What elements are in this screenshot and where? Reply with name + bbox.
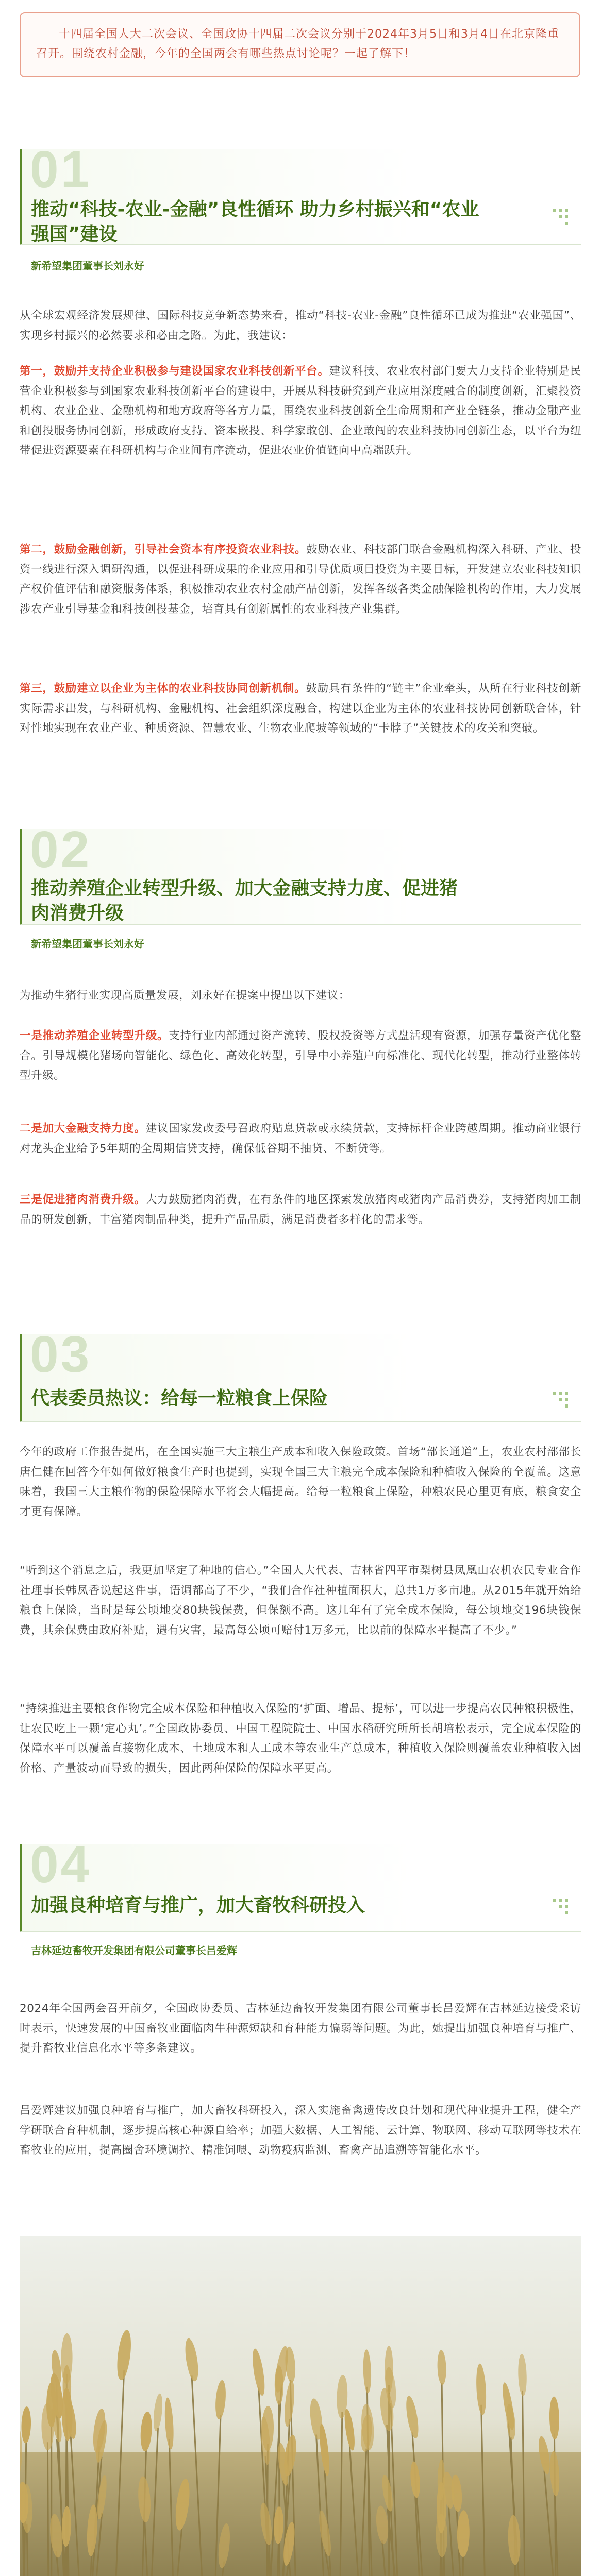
section-04-banner <box>20 1844 581 1932</box>
section-04-para-1: 2024年全国两会召开前夕，全国政协委员、吉林延边畜牧开发集团有限公司董事长吕爱辉在吉林延边接受采访时表示，快速发展的中国畜牧业面临肉牛种源短缺和育种能力偏弱等问题。为此，她提出加强良种培育与推广、提升畜牧业信息化水平等多条建议。 <box>20 2002 581 2055</box>
section-04-title: 加强良种培育与推广，加大畜牧科研投入 <box>31 1895 365 1916</box>
wheat-stalk <box>47 2442 48 2576</box>
section-03-number: 03 <box>30 1326 92 1383</box>
section-02-title-line2: 肉消费升级 <box>31 903 124 924</box>
section-01-title-line1: 推动“科技-农业-金融”良性循环 助力乡村振兴和“农业 <box>31 199 479 220</box>
section-03-para-2: “听到这个消息之后，我更加坚定了种地的信心。”全国人大代表、吉林省四平市梨树县凤凰山农机农民专业合作社理事长韩凤香说起这件事，语调都高了不少，“我们合作社种植面积大，总共1万多亩地。从2015年就开始给粮食上保险，当时是每公顷地交80块钱保费，但保额不高。这几年有了完全成本保险，每公顷地交196块钱保费，其余保费由政府补贴，遇有灾害，最高每公顷可赔付1万多元，比以前的保障水平提高了不少。” <box>20 1564 581 1637</box>
section-03-para-3: “持续推进主要粮食作物完全成本保险和种植收入保险的‘扩面、增品、提标’，可以进一步提高农民种粮积极性，让农民吃上一颗‘定心丸’。”全国政协委员、中国工程院院士、中国水稻研究所所长胡培松表示，完全成本保险的保障水平可以覆盖直接物化成本、土地成本和人工成本等农业生产总成本，种植收入保险则覆盖农业种植收入因价格、产量波动而导致的损失，因此两种保险的保障水平更高。 <box>20 1702 581 1775</box>
section-02-number: 02 <box>30 821 92 878</box>
section-01-para-3: 第二，鼓励金融创新，引导社会资本有序投资农业科技。鼓励农业、科技部门联合金融机构深入科研、产业、投资一线进行深入调研沟通，以促进科研成果的企业应用和引导优质项目投资为主要目标，开发建立农业科技知识产权价值评估和融资服务体系，积极推动农业农村金融产品创新，发挥各级各类金融保险机构的作用，大力发展涉农产业引导基金和科技创投基金，培育具有创新属性的农业科技产业集群。 <box>20 543 581 616</box>
section-01-para-2: 第一，鼓励并支持企业积极参与建设国家农业科技创新平台。建议科技、农业农村部门要大力支持企业特别是民营企业积极参与到国家农业科技创新平台的建设中，开展从科技研究到产业应用深度融合的制度创新，汇聚投资机构、农业企业、金融机构和地方政府等各方力量，围绕农业科技创新全生命周期和产业全链条，推动金融产业和创投服务协同创新，形成政府支持、资本嵌投、科学家敢创、企业敢闯的农业科技协同创新生态，以平台为纽带促进资源要素在科研机构与企业间有序流动，促进农业价值链向中高端跃升。 <box>20 365 582 457</box>
wheat-field-image <box>20 2236 581 2576</box>
section-01-para-1: 从全球宏观经济发展规律、国际科技竞争新态势来看，推动“科技-农业-金融”良性循环已成为推进“农业强国”、实现乡村振兴的必然要求和必由之路。为此，我建议： <box>20 309 581 342</box>
section-02-para-3: 二是加大金融支持力度。建议国家发改委号召政府贴息贷款或永续贷款，支持标杆企业跨越周期。推动商业银行对龙头企业给予5年期的全周期信贷支持，确保低谷期不抽贷、不断贷等。 <box>20 1122 581 1155</box>
section-02-para-1: 为推动生猪行业实现高质量发展，刘永好在提案中提出以下建议： <box>20 989 350 1002</box>
wheat-field-photo <box>20 2236 581 2576</box>
section-01-header <box>20 141 581 247</box>
decorative-dots-icon <box>549 206 571 228</box>
section-03-title: 代表委员热议：给每一粒粮食上保险 <box>31 1388 328 1409</box>
section-01-number: 01 <box>30 141 92 198</box>
intro-box <box>20 12 580 77</box>
section-01-para-4: 第三，鼓励建立以企业为主体的农业科技协同创新机制。鼓励具有条件的“链主”企业牵头，从所在行业科技创新实际需求出发，与科研机构、金融机构、社会组织深度融合，构建以企业为主体的农业科技协同创新联合体，针对性地实现在农业产业、种质资源、智慧农业、生物农业爬坡等领域的“卡脖子”关键技术的攻关和突破。 <box>20 682 581 735</box>
section-03-para-1: 今年的政府工作报告提出，在全国实施三大主粮生产成本和收入保险政策。首场“部长通道”上，农业农村部部长唐仁健在回答今年如何做好粮食生产时也提到，实现全国三大主粮完全成本保险和种植收入保险的全覆盖。这意味着，我国三大主粮作物的保险保障水平将会大幅提高。给每一粒粮食上保险，种粮农民心里更有底，粮食安全才更有保障。 <box>20 1446 581 1518</box>
section-02-header <box>20 821 581 927</box>
decorative-dots-icon <box>549 1896 571 1918</box>
intro-text: 十四届全国人大二次会议、全国政协十四届二次会议分别于2024年3月5日和3月4日在北京隆重召开。围绕农村金融，今年的全国两会有哪些热点讨论呢？一起了解下！ <box>36 28 559 60</box>
section-02-title-line1: 推动养殖企业转型升级、加大金融支持力度、促进猪 <box>31 878 458 899</box>
section-04-para-2: 吕爱辉建议加强良种培育与推广，加大畜牧科研投入，深入实施畜禽遗传改良计划和现代种业提升工程，健全产学研联合育种机制，逐步提高核心种源自给率；加强大数据、人工智能、云计算、物联网、移动互联网等技术在畜牧业的应用，提高圈舍环境调控、精准饲喂、动物疫病监测、畜禽产品追溯等智能化水平。 <box>20 2104 581 2157</box>
decorative-dots-icon <box>549 1389 571 1411</box>
section-04-subtitle: 吉林延边畜牧开发集团有限公司董事长吕爱辉 <box>31 1944 237 1957</box>
section-04-header <box>20 1836 581 1935</box>
section-02-subtitle: 新希望集团董事长刘永好 <box>31 938 144 950</box>
section-02-para-2: 一是推动养殖企业转型升级。支持行业内部通过资产流转、股权投资等方式盘活现有资源，加强存量资产优化整合。引导规模化猪场向智能化、绿色化、高效化转型，引导中小养殖户向标准化、现代化转型，推动行业整体转型升级。 <box>20 1029 581 1082</box>
section-04-number: 04 <box>30 1836 92 1893</box>
section-02-para-4: 三是促进猪肉消费升级。大力鼓励猪肉消费，在有条件的地区探索发放猪肉或猪肉产品消费券，支持猪肉加工制品的研发创新，丰富猪肉制品种类，提升产品品质，满足消费者多样化的需求等。 <box>20 1193 581 1226</box>
section-03-header <box>20 1326 581 1425</box>
section-01-subtitle: 新希望集团董事长刘永好 <box>31 260 144 272</box>
section-01-title-line2: 强国”建设 <box>31 224 118 245</box>
